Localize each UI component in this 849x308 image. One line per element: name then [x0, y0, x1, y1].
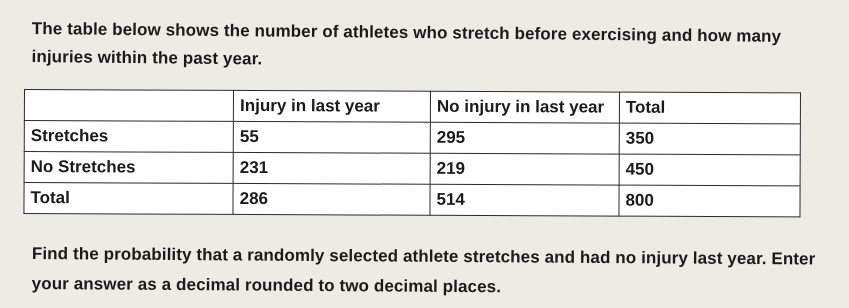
table-row	[24, 121, 800, 155]
table-cell: 219	[430, 153, 619, 185]
table-cell: 286	[233, 183, 430, 215]
table-header-row	[24, 90, 800, 124]
table-cell: 800	[619, 185, 800, 217]
table-cell: 231	[233, 152, 430, 184]
table-header-cell: Total	[619, 92, 800, 124]
table-cell: 450	[619, 154, 800, 186]
table-row	[24, 152, 800, 186]
row-label: Total	[24, 183, 233, 215]
table-cell: 350	[619, 123, 800, 155]
row-label: No Stretches	[24, 152, 233, 184]
table-cell: 55	[233, 121, 430, 153]
contingency-table	[23, 89, 801, 217]
problem-intro: The table below shows the number of athletes who stretch before exercising and how many injuries within the past year.	[31, 18, 782, 69]
question-text: Find the probability that a randomly selected athlete stretches and had no injury last year. Enter your answer as a decimal rounded to two decimal places.	[31, 243, 816, 297]
row-label: Stretches	[24, 121, 233, 153]
table-cell: 295	[430, 122, 619, 154]
table-cell: 514	[430, 184, 619, 216]
table-header-cell	[24, 90, 233, 122]
table-header-cell: No injury in last year	[430, 91, 619, 123]
table-row	[24, 183, 800, 217]
table-header-cell: Injury in last year	[234, 90, 431, 122]
